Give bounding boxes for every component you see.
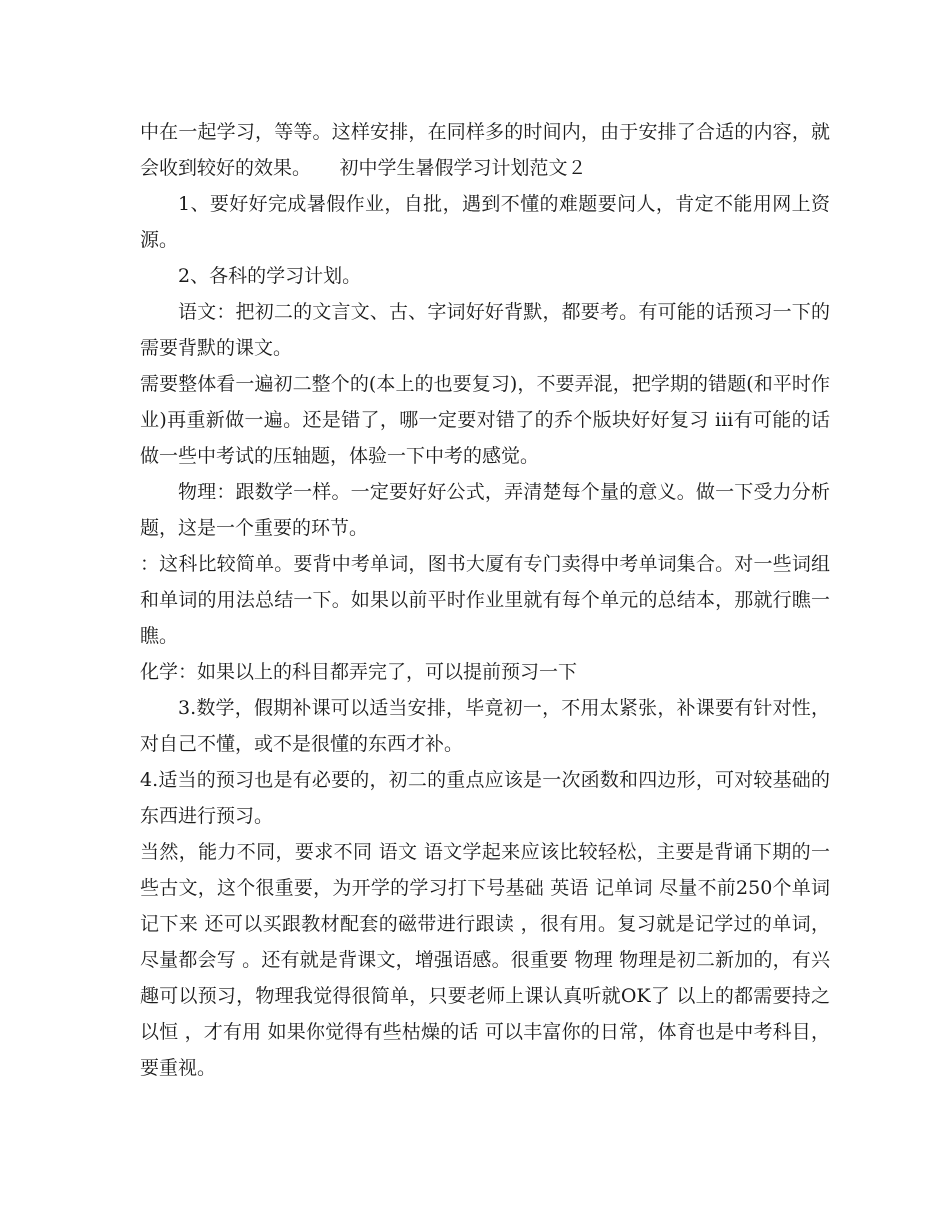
paragraph-4: 语文：把初二的文言文、古、字词好好背默，都要考。有可能的话预习一下的需要背默的课文。: [140, 301, 830, 359]
paragraph-7: ：这科比较简单。要背中考单词，图书大厦有专门卖得中考单词集合。对一些词组和单词的用法总结一下。如果以前平时作业里就有每个单元的总结本，那就行瞧一瞧。: [140, 553, 830, 647]
paragraph-6: 物理：跟数学一样。一定要好好公式，弄清楚每个量的意义。做一下受力分析题，这是一个重要的环节。: [140, 481, 830, 539]
paragraph-8: 化学：如果以上的科目都弄完了，可以提前预习一下: [140, 661, 578, 683]
paragraph-10: 4.适当的预习也是有必要的，初二的重点应该是一次函数和四边形，可对较基础的东西进行预习。: [140, 769, 830, 827]
paragraph-5: 需要整体看一遍初二整个的(本上的也要复习)，不要弄混，把学期的错题(和平时作业)再重新做一遍。还是错了，哪一定要对错了的乔个版块好好复习 iii有可能的话做一些中考试的压轴题，体验一下中考的感觉。: [140, 373, 830, 467]
paragraph-1: 中在一起学习，等等。这样安排，在同样多的时间内，由于安排了合适的内容，就会收到较好的效果。 初中学生暑假学习计划范文２: [140, 121, 830, 179]
paragraph-2: 1、要好好完成暑假作业，自批，遇到不懂的难题要问人，肯定不能用网上资源。: [140, 193, 830, 251]
document-body: [140, 114, 830, 1086]
paragraph-3: 2、各科的学习计划。: [178, 265, 362, 287]
paragraph-9: 3.数学，假期补课可以适当安排，毕竟初一，不用太紧张，补课要有针对性，对自己不懂，或不是很懂的东西才补。: [140, 697, 830, 755]
paragraph-11: 当然，能力不同，要求不同 语文 语文学起来应该比较轻松，主要是背诵下期的一些古文，这个很重要，为开学的学习打下号基础 英语 记单词 尽量不前250个单词记下来 还可以买跟教材配套的磁带进行跟读 ，很有用。复习就是记学过的单词，尽量都会写 。还有就是背课文，增强语感。很重要 物理 物理是初二新加的，有兴趣可以预习，物理我觉得很简单，只要老师上课认真听就OK了 以上的都需要持之以恒 ，才有用 如果你觉得有些枯燥的话 可以丰富你的日常，体育也是中考科目，要重视。: [140, 841, 830, 1079]
